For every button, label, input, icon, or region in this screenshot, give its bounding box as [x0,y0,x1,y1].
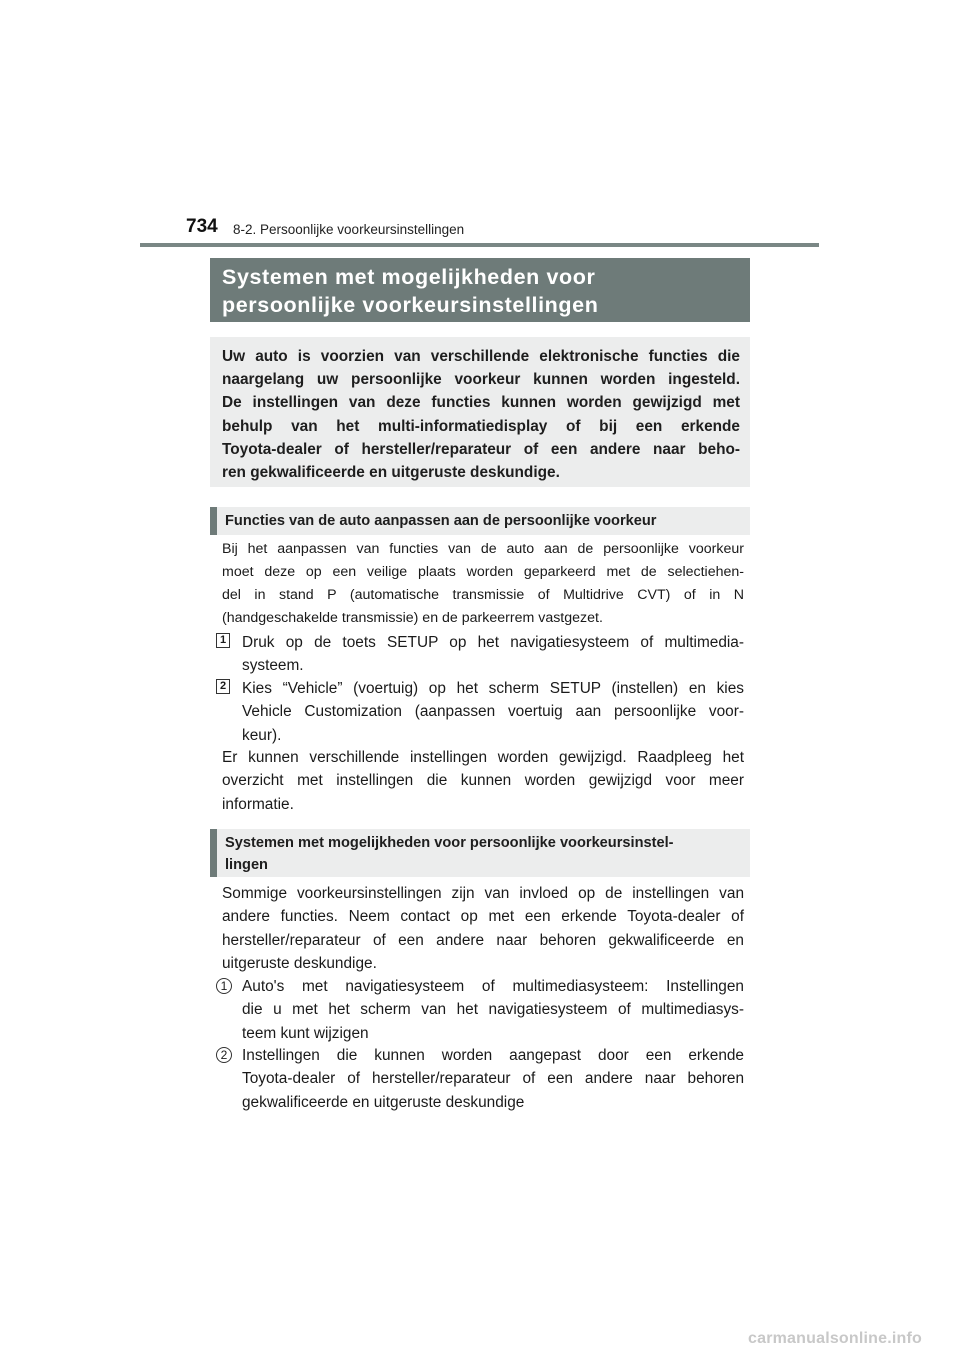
paragraph-line: moet deze op een veilige plaats worden geparkeerd met de selectiehen- [222,564,744,580]
intro-line: Uw auto is voorzien van verschillende elektronische functies die [222,348,740,365]
intro-line: behulp van het multi-informatiedisplay of bij een erkende [222,417,740,435]
section-heading-systemen [210,829,750,877]
section-heading-text: Systemen met mogelijkheden voor persoonlijke voorkeursinstel- [225,835,674,851]
intro-line: naargelang uw persoonlijke voorkeur kunnen worden ingesteld. [222,371,740,389]
list-item-line: Toyota-dealer of hersteller/reparateur of een andere naar behoren [242,1070,744,1088]
intro-line: De instellingen van deze functies kunnen worden gewijzigd met [222,394,740,412]
chapter-title-banner [210,258,750,322]
paragraph-line: del in stand P (automatische transmissie of Multidrive CVT) of in N [222,587,744,603]
title-line: Systemen met mogelijkheden voor [222,265,596,289]
paragraph-line: hersteller/reparateur of een andere naar behoren gekwalificeerde en [222,931,744,949]
list-item-line: teem kunt wijzigen [242,1024,369,1042]
page-number: 734 [186,216,218,237]
paragraph-line: uitgeruste deskundige. [222,954,377,972]
intro-line: ren gekwalificeerde en uitgeruste deskundige. [222,464,560,482]
step-number-badge: 1 [216,633,230,648]
section-heading-functies [210,507,750,535]
section-heading-text: lingen [225,857,268,873]
circled-number: 2 [216,1047,232,1063]
header-divider [140,243,819,247]
section1-followup-paragraph [222,746,744,816]
paragraph-line: Sommige voorkeursinstellingen zijn van invloed op de instellingen van [222,885,744,902]
watermark: carmanualsonline.info [748,1330,923,1347]
circled-number: 1 [216,978,232,994]
paragraph-line: informatie. [222,795,294,813]
list-item-line: Instellingen die kunnen worden aangepast door een erkende [242,1047,744,1064]
running-header: 8-2. Persoonlijke voorkeursinstellingen [233,222,465,237]
section2-paragraph [222,882,744,975]
intro-summary-box [210,337,750,487]
step-line: Druk op de toets SETUP op het navigatiesysteem of multimedia- [242,634,744,651]
section1-paragraph [222,538,744,630]
paragraph-line: (handgeschakelde transmissie) en de parkeerrem vastgezet. [222,610,603,626]
step-number-badge: 2 [216,679,230,694]
list-item-line: die u met het scherm van het navigatiesysteem of multimediasys- [242,1001,744,1019]
intro-line: Toyota-dealer of hersteller/reparateur of een andere naar beho- [222,440,740,458]
paragraph-line: Er kunnen verschillende instellingen worden gewijzigd. Raadpleeg het [222,749,744,766]
paragraph-line: Bij het aanpassen van functies van de auto aan de persoonlijke voorkeur [222,541,744,557]
paragraph-line: andere functies. Neem contact op met een erkende Toyota-dealer of [222,908,744,926]
list-item-line: gekwalificeerde en uitgeruste deskundige [242,1093,525,1111]
section-heading-text: Functies van de auto aanpassen aan de persoonlijke voorkeur [225,513,657,529]
title-line: persoonlijke voorkeursinstellingen [222,293,599,317]
step-line: systeem. [242,657,304,675]
step-line: Vehicle Customization (aanpassen voertuig aan persoonlijke voor- [242,703,744,721]
list-item-line: Auto's met navigatiesysteem of multimediasysteem: Instellingen [242,978,744,995]
step-line: Kies “Vehicle” (voertuig) op het scherm SETUP (instellen) en kies [242,680,744,697]
step-line: keur). [242,726,282,744]
paragraph-line: overzicht met instellingen die kunnen worden gewijzigd voor meer [222,772,744,790]
